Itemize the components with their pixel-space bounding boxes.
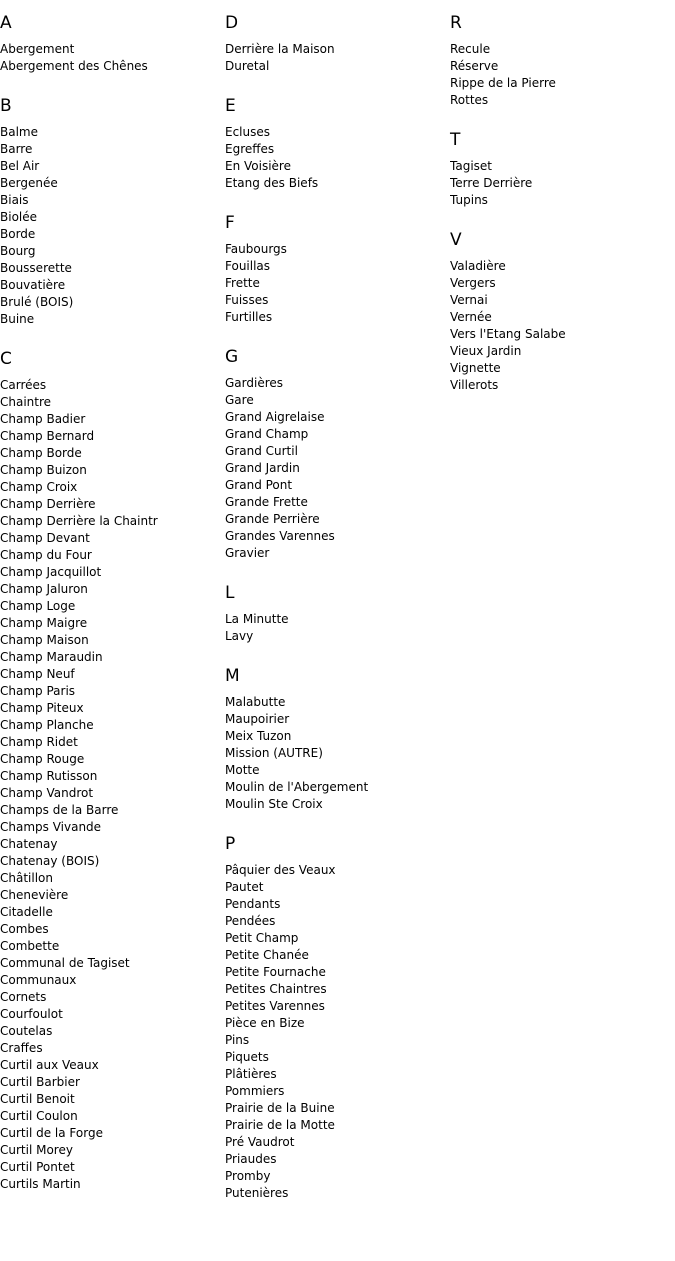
section-p — [225, 833, 450, 1202]
place-link-buine[interactable]: Buine — [0, 312, 35, 326]
place-list — [0, 124, 225, 328]
place-link-curtil-pontet[interactable]: Curtil Pontet — [0, 1160, 75, 1174]
place-link-petites-varennes[interactable]: Petites Varennes — [225, 999, 325, 1013]
place-list — [225, 611, 450, 645]
place-link-chatillon[interactable]: Châtillon — [0, 871, 53, 885]
place-link-curtil-morey[interactable]: Curtil Morey — [0, 1143, 73, 1157]
place-link-fouillas[interactable]: Fouillas — [225, 259, 271, 273]
section-letter-heading: P — [225, 834, 236, 854]
place-link-champ-croix[interactable]: Champ Croix — [0, 480, 78, 494]
place-link-abergement-des-chenes[interactable]: Abergement des Chênes — [0, 59, 148, 73]
section-letter-heading: D — [225, 13, 239, 33]
section-l — [225, 582, 450, 645]
place-link-champs-de-la-barre[interactable]: Champs de la Barre — [0, 803, 119, 817]
place-link-champ-derriere-la-chaintr[interactable]: Champ Derrière la Chaintr — [0, 514, 158, 528]
place-link-maupoirier[interactable]: Maupoirier — [225, 712, 290, 726]
place-link-champ-vandrot[interactable]: Champ Vandrot — [0, 786, 94, 800]
place-link-promby[interactable]: Promby — [225, 1169, 271, 1183]
place-list — [225, 375, 450, 562]
section-v — [450, 229, 675, 394]
place-link-grandes-varennes[interactable]: Grandes Varennes — [225, 529, 335, 543]
place-link-grand-champ[interactable]: Grand Champ — [225, 427, 309, 441]
index-column-3 — [450, 12, 675, 414]
index-column-2 — [225, 12, 450, 1222]
place-link-champ-du-four[interactable]: Champ du Four — [0, 548, 92, 562]
place-link-moulin-de-l-abergement[interactable]: Moulin de l'Abergement — [225, 780, 369, 794]
place-link-curtil-de-la-forge[interactable]: Curtil de la Forge — [0, 1126, 103, 1140]
section-letter-heading: R — [450, 13, 462, 33]
place-link-pendees[interactable]: Pendées — [225, 914, 276, 928]
place-list — [225, 124, 450, 192]
place-link-courfoulot[interactable]: Courfoulot — [0, 1007, 63, 1021]
place-link-bergenee[interactable]: Bergenée — [0, 176, 58, 190]
place-link-champs-vivande[interactable]: Champs Vivande — [0, 820, 102, 834]
place-link-pins[interactable]: Pins — [225, 1033, 250, 1047]
place-link-meix-tuzon[interactable]: Meix Tuzon — [225, 729, 292, 743]
place-link-valadiere[interactable]: Valadière — [450, 259, 506, 273]
place-link-craffes[interactable]: Craffes — [0, 1041, 43, 1055]
place-link-platieres[interactable]: Plâtières — [225, 1067, 277, 1081]
place-list — [450, 41, 675, 109]
place-list — [225, 694, 450, 813]
place-link-champ-buizon[interactable]: Champ Buizon — [0, 463, 87, 477]
place-link-curtil-benoit[interactable]: Curtil Benoit — [0, 1092, 75, 1106]
place-link-balme[interactable]: Balme — [0, 125, 38, 139]
place-link-bouvatiere[interactable]: Bouvatière — [0, 278, 66, 292]
place-link-grand-aigrelaise[interactable]: Grand Aigrelaise — [225, 410, 325, 424]
place-link-priaudes[interactable]: Priaudes — [225, 1152, 277, 1166]
place-link-putenieres[interactable]: Putenières — [225, 1186, 289, 1200]
place-link-moulin-ste-croix[interactable]: Moulin Ste Croix — [225, 797, 323, 811]
place-link-chatenay-bois[interactable]: Chatenay (BOIS) — [0, 854, 100, 868]
section-letter-heading: B — [0, 96, 12, 116]
place-link-pre-vaudrot[interactable]: Pré Vaudrot — [225, 1135, 295, 1149]
place-link-pendants[interactable]: Pendants — [225, 897, 281, 911]
place-link-petit-champ[interactable]: Petit Champ — [225, 931, 299, 945]
place-link-piquets[interactable]: Piquets — [225, 1050, 269, 1064]
place-list — [0, 377, 225, 1193]
place-link-vers-l-etang-salabe[interactable]: Vers l'Etang Salabe — [450, 327, 566, 341]
place-link-mission-autre[interactable]: Mission (AUTRE) — [225, 746, 323, 760]
place-link-champ-paris[interactable]: Champ Paris — [0, 684, 76, 698]
place-link-combes[interactable]: Combes — [0, 922, 49, 936]
place-link-malabutte[interactable]: Malabutte — [225, 695, 286, 709]
place-link-borde[interactable]: Borde — [0, 227, 36, 241]
place-link-combette[interactable]: Combette — [0, 939, 60, 953]
section-letter-heading: V — [450, 230, 462, 250]
place-link-bousserette[interactable]: Bousserette — [0, 261, 72, 275]
place-link-piece-en-bize[interactable]: Pièce en Bize — [225, 1016, 305, 1030]
place-link-coutelas[interactable]: Coutelas — [0, 1024, 53, 1038]
section-c — [0, 348, 225, 1193]
place-link-gravier[interactable]: Gravier — [225, 546, 270, 560]
place-link-duretal[interactable]: Duretal — [225, 59, 270, 73]
section-b — [0, 95, 225, 328]
place-link-biolee[interactable]: Biolée — [0, 210, 38, 224]
place-link-champ-ridet[interactable]: Champ Ridet — [0, 735, 78, 749]
place-list — [225, 241, 450, 326]
section-letter-heading: F — [225, 213, 235, 233]
place-link-paquier-des-veaux[interactable]: Pâquier des Veaux — [225, 863, 336, 877]
place-link-vieux-jardin[interactable]: Vieux Jardin — [450, 344, 522, 358]
place-link-rottes[interactable]: Rottes — [450, 93, 489, 107]
place-link-champ-maison[interactable]: Champ Maison — [0, 633, 89, 647]
place-link-terre-derriere[interactable]: Terre Derrière — [450, 176, 533, 190]
place-link-champ-borde[interactable]: Champ Borde — [0, 446, 82, 460]
place-link-citadelle[interactable]: Citadelle — [0, 905, 53, 919]
place-link-gardieres[interactable]: Gardières — [225, 376, 284, 390]
place-link-champ-maigre[interactable]: Champ Maigre — [0, 616, 88, 630]
place-link-gare[interactable]: Gare — [225, 393, 254, 407]
place-link-champ-jaluron[interactable]: Champ Jaluron — [0, 582, 88, 596]
place-link-curtil-coulon[interactable]: Curtil Coulon — [0, 1109, 78, 1123]
place-link-chaintre[interactable]: Chaintre — [0, 395, 52, 409]
place-link-champ-bernard[interactable]: Champ Bernard — [0, 429, 95, 443]
section-r — [450, 12, 675, 109]
place-link-grand-pont[interactable]: Grand Pont — [225, 478, 293, 492]
place-link-motte[interactable]: Motte — [225, 763, 260, 777]
place-link-champ-derriere[interactable]: Champ Derrière — [0, 497, 96, 511]
section-letter-heading: E — [225, 96, 236, 116]
place-link-en-voisiere[interactable]: En Voisière — [225, 159, 291, 173]
place-list — [0, 41, 225, 75]
place-link-communal-de-tagiset[interactable]: Communal de Tagiset — [0, 956, 130, 970]
place-link-champ-piteux[interactable]: Champ Piteux — [0, 701, 84, 715]
place-link-champ-planche[interactable]: Champ Planche — [0, 718, 94, 732]
place-link-curtils-martin[interactable]: Curtils Martin — [0, 1177, 81, 1191]
place-link-champ-maraudin[interactable]: Champ Maraudin — [0, 650, 103, 664]
index-column-1 — [0, 12, 225, 1213]
place-link-petite-fournache[interactable]: Petite Fournache — [225, 965, 326, 979]
place-link-derriere-la-maison[interactable]: Derrière la Maison — [225, 42, 335, 56]
place-link-grand-jardin[interactable]: Grand Jardin — [225, 461, 300, 475]
place-link-barre[interactable]: Barre — [0, 142, 33, 156]
place-link-rippe-de-la-pierre[interactable]: Rippe de la Pierre — [450, 76, 556, 90]
section-letter-heading: C — [0, 349, 12, 369]
place-link-vernai[interactable]: Vernai — [450, 293, 488, 307]
place-link-brule-bois[interactable]: Brulé (BOIS) — [0, 295, 74, 309]
place-list — [450, 158, 675, 209]
place-link-la-minutte[interactable]: La Minutte — [225, 612, 289, 626]
place-link-cornets[interactable]: Cornets — [0, 990, 47, 1004]
place-link-recule[interactable]: Recule — [450, 42, 491, 56]
place-list — [450, 258, 675, 394]
place-link-bel-air[interactable]: Bel Air — [0, 159, 40, 173]
place-link-villerots[interactable]: Villerots — [450, 378, 499, 392]
place-link-champ-badier[interactable]: Champ Badier — [0, 412, 86, 426]
section-letter-heading: G — [225, 347, 239, 367]
place-link-egreffes[interactable]: Egreffes — [225, 142, 275, 156]
place-link-cheneviere[interactable]: Chenevière — [0, 888, 69, 902]
section-letter-heading: T — [450, 130, 461, 150]
place-link-pautet[interactable]: Pautet — [225, 880, 264, 894]
place-link-tagiset[interactable]: Tagiset — [450, 159, 492, 173]
place-link-abergement[interactable]: Abergement — [0, 42, 75, 56]
place-link-faubourgs[interactable]: Faubourgs — [225, 242, 287, 256]
place-link-champ-jacquillot[interactable]: Champ Jacquillot — [0, 565, 102, 579]
place-link-petite-chanee[interactable]: Petite Chanée — [225, 948, 309, 962]
place-list — [225, 41, 450, 75]
place-link-reserve[interactable]: Réserve — [450, 59, 499, 73]
section-t — [450, 129, 675, 209]
place-link-champ-devant[interactable]: Champ Devant — [0, 531, 90, 545]
place-link-vergers[interactable]: Vergers — [450, 276, 496, 290]
place-list — [225, 862, 450, 1202]
place-link-curtil-barbier[interactable]: Curtil Barbier — [0, 1075, 80, 1089]
place-link-vernee[interactable]: Vernée — [450, 310, 492, 324]
place-link-champ-rutisson[interactable]: Champ Rutisson — [0, 769, 98, 783]
place-link-grande-frette[interactable]: Grande Frette — [225, 495, 308, 509]
place-link-biais[interactable]: Biais — [0, 193, 29, 207]
place-link-ecluses[interactable]: Ecluses — [225, 125, 271, 139]
place-link-furtilles[interactable]: Furtilles — [225, 310, 273, 324]
place-link-champ-rouge[interactable]: Champ Rouge — [0, 752, 85, 766]
place-link-grande-perriere[interactable]: Grande Perrière — [225, 512, 320, 526]
section-m — [225, 665, 450, 813]
place-link-champ-neuf[interactable]: Champ Neuf — [0, 667, 75, 681]
place-link-prairie-de-la-motte[interactable]: Prairie de la Motte — [225, 1118, 335, 1132]
place-link-frette[interactable]: Frette — [225, 276, 260, 290]
place-link-pommiers[interactable]: Pommiers — [225, 1084, 285, 1098]
place-link-fuisses[interactable]: Fuisses — [225, 293, 269, 307]
section-letter-heading: A — [0, 13, 12, 33]
place-link-chatenay[interactable]: Chatenay — [0, 837, 58, 851]
place-link-communaux[interactable]: Communaux — [0, 973, 77, 987]
section-g — [225, 346, 450, 562]
place-link-lavy[interactable]: Lavy — [225, 629, 254, 643]
section-e — [225, 95, 450, 192]
section-d — [225, 12, 450, 75]
section-letter-heading: L — [225, 583, 235, 603]
place-link-prairie-de-la-buine[interactable]: Prairie de la Buine — [225, 1101, 335, 1115]
place-link-grand-curtil[interactable]: Grand Curtil — [225, 444, 298, 458]
section-f — [225, 212, 450, 326]
section-a — [0, 12, 225, 75]
place-link-etang-des-biefs[interactable]: Etang des Biefs — [225, 176, 319, 190]
place-link-champ-loge[interactable]: Champ Loge — [0, 599, 76, 613]
place-link-tupins[interactable]: Tupins — [450, 193, 488, 207]
section-letter-heading: M — [225, 666, 240, 686]
place-link-bourg[interactable]: Bourg — [0, 244, 36, 258]
place-link-carrees[interactable]: Carrées — [0, 378, 47, 392]
place-link-petites-chaintres[interactable]: Petites Chaintres — [225, 982, 327, 996]
place-link-curtil-aux-veaux[interactable]: Curtil aux Veaux — [0, 1058, 99, 1072]
place-link-vignette[interactable]: Vignette — [450, 361, 501, 375]
